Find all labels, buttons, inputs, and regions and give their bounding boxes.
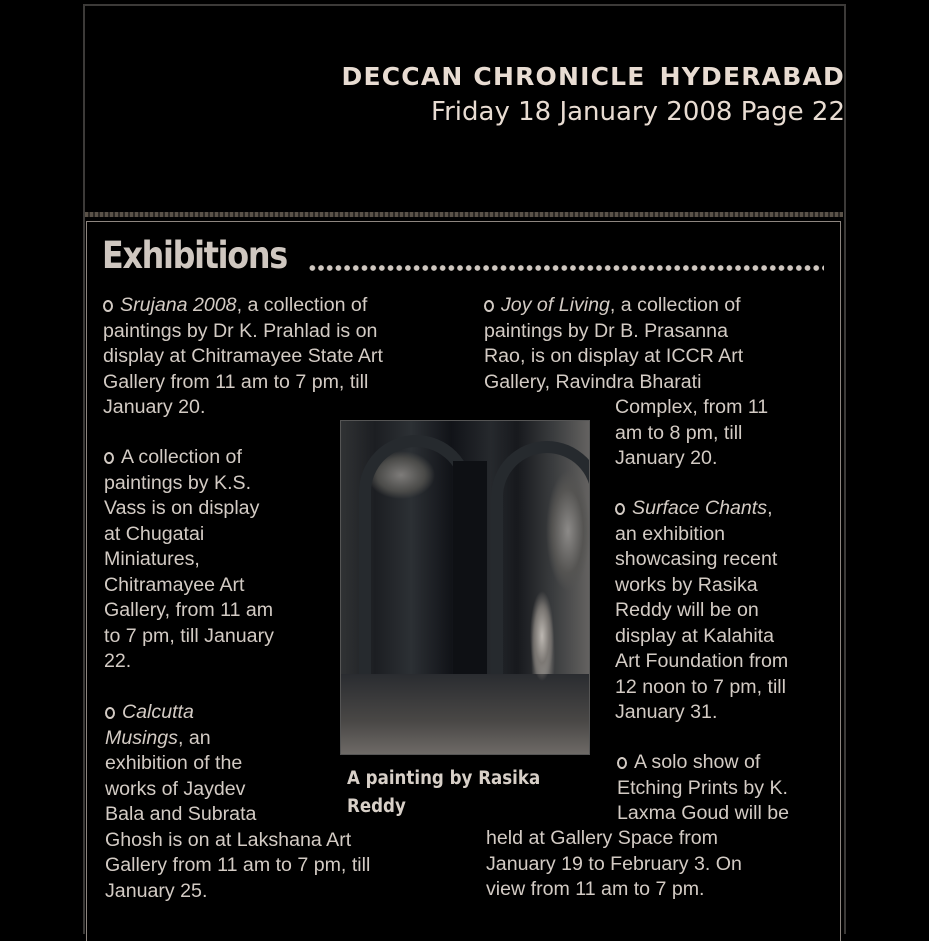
listing-srujana: Srujana 2008, a collection of paintings by Dr K. Prahlad is on display at Chitramayee State Art Gallery from 11 am to 7 pm, till January 20.: [103, 294, 383, 418]
bullet-icon: [103, 300, 113, 312]
section-heading: Exhibitions: [102, 234, 287, 277]
bullet-icon: [615, 503, 625, 515]
bullet-icon: [617, 757, 627, 769]
photo-caption: A painting by Rasika Reddy: [347, 768, 541, 817]
dateline: Friday 18 January 2008 Page 22: [431, 97, 845, 127]
bullet-icon: [484, 300, 494, 312]
masthead: [342, 62, 845, 127]
listing-vass: A collection of paintings by K.S. Vass is on display at Chugatai Miniatures, Chitramayee Art Gallery, from 11 am to 7 pm, till January 22.: [104, 446, 274, 672]
bullet-icon: [104, 452, 114, 464]
pillar-shape: [453, 461, 487, 701]
listing-surface-chants: Surface Chants, an exhibition showcasing recent works by Rasika Reddy will be on display at Kalahita Art Foundation from 12 noon to 7 pm, till January 31.: [615, 497, 789, 723]
listing-calcutta-musings: Calcutta Musings, an exhibition of the works of Jaydev Bala and Subrata Ghosh is on at Lakshana Art Gallery from 11 am to 7 pm, till January 25.: [105, 701, 371, 902]
listing-etching-prints: A solo show of Etching Prints by K. Laxma Goud will be: [617, 751, 790, 824]
figure-shape: [527, 591, 557, 686]
listing-joy-of-living-cont: Complex, from 11 am to 8 pm, till January 20.: [615, 396, 769, 469]
paper-name: DECCAN CHRONICLE HYDERABAD: [341, 62, 845, 91]
painting-photo: [340, 420, 590, 755]
masthead-rule: [85, 212, 843, 217]
bullet-icon: [105, 707, 115, 719]
ground-shape: [341, 674, 589, 754]
listing-joy-of-living: Joy of Living, a collection of paintings by Dr B. Prasanna Rao, is on display at ICCR Art Gallery, Ravindra Bharati: [484, 294, 744, 393]
heading-dot-leader: [308, 262, 824, 274]
listing-etching-prints-cont: held at Gallery Space from January 19 to February 3. On view from 11 am to 7 pm.: [486, 827, 742, 900]
